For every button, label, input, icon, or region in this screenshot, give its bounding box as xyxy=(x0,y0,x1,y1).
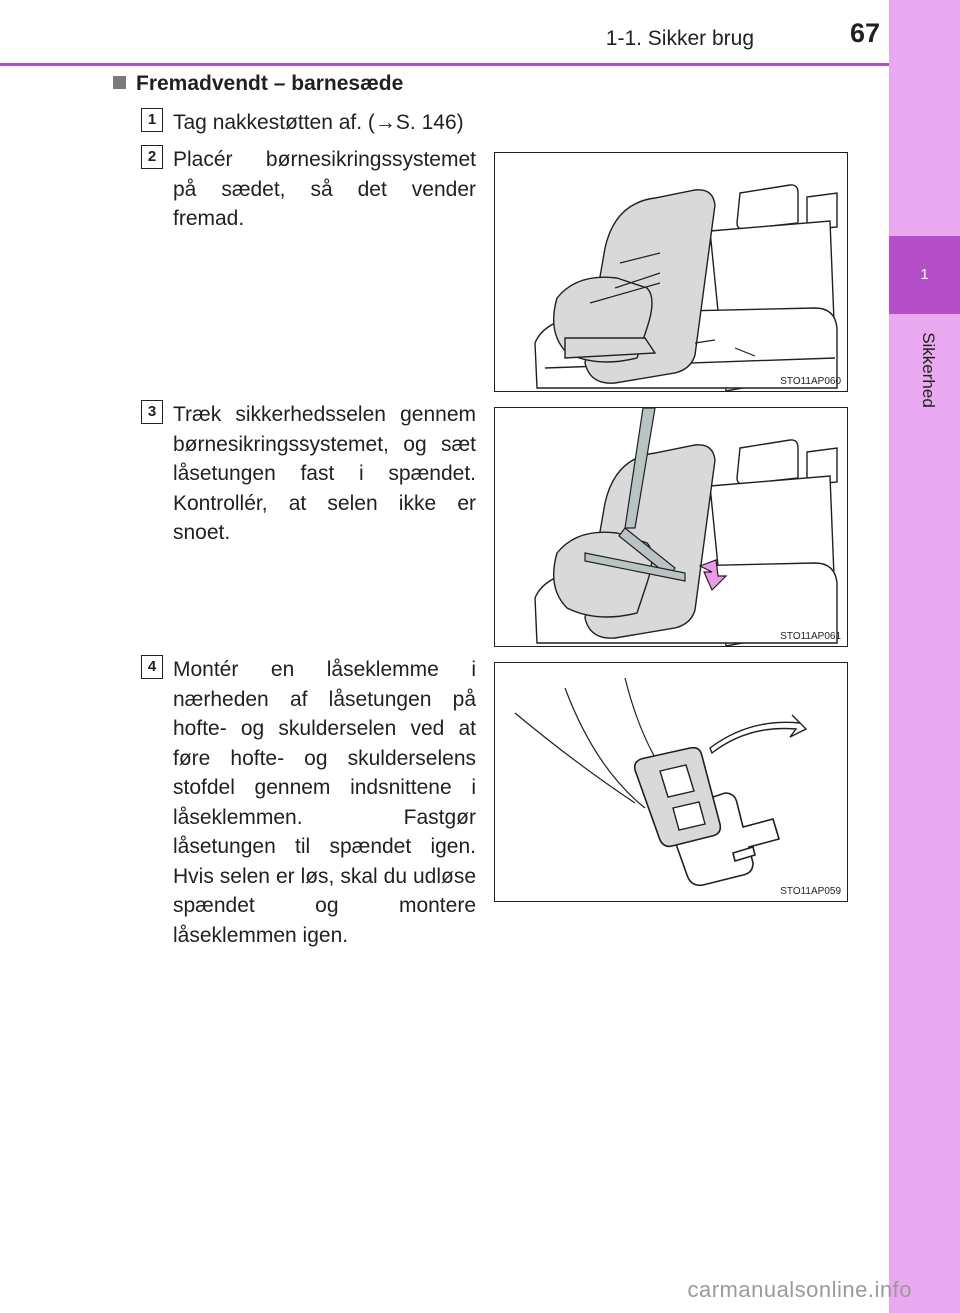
chapter-number: 1 xyxy=(889,236,960,314)
step-text-4: Montér en låseklemme i nærheden af låsetungen på hofte- og skulderselen ved at føre hofte- og skulderselens stofdel gennem indsnittene i låseklemmen. Fastgør låsetungen til spændet igen. Hvis selen er løs, skal du udløse spændet og montere låseklemmen igen. xyxy=(173,658,476,947)
figure-code: STO11AP059 xyxy=(780,886,841,897)
figure-code: STO11AP061 xyxy=(780,631,841,642)
heading-separator: – xyxy=(273,72,286,95)
running-header: 1-1. Sikker brug xyxy=(605,27,754,50)
figure-code: STO11AP060 xyxy=(780,376,841,387)
page-number: 67 xyxy=(849,18,880,48)
chapter-side-tab xyxy=(889,0,960,1313)
header-divider xyxy=(0,63,889,66)
child-seat-illustration xyxy=(495,153,847,391)
chapter-label: Sikkerhed xyxy=(919,332,938,408)
step-number-4: 4 xyxy=(141,655,163,679)
locking-clip-illustration xyxy=(495,663,847,901)
figure-child-seat-placed xyxy=(494,152,848,392)
step-text-1: Tag nakkestøtten af. (→S. 146) xyxy=(173,111,464,134)
watermark: carmanualsonline.info xyxy=(687,1277,912,1302)
step-number-3: 3 xyxy=(141,400,163,424)
belt-routing-illustration xyxy=(495,408,847,646)
section-heading xyxy=(113,72,403,96)
figure-belt-routed xyxy=(494,407,848,647)
step-number-1: 1 xyxy=(141,108,163,132)
figure-locking-clip xyxy=(494,662,848,902)
step-text-2: Placér børnesikringssystemet på sædet, så det vender fremad. xyxy=(173,148,476,230)
heading-part-2: barnesæde xyxy=(291,72,404,95)
heading-part-1: Fremadvendt xyxy=(136,72,268,95)
step-text-3: Træk sikkerhedsselen gennem børnesikringssystemet, og sæt låsetungen fast i spændet. Kontrollér, at selen ikke er snoet. xyxy=(173,403,476,544)
step-number-2: 2 xyxy=(141,145,163,169)
square-bullet-icon xyxy=(113,76,126,89)
